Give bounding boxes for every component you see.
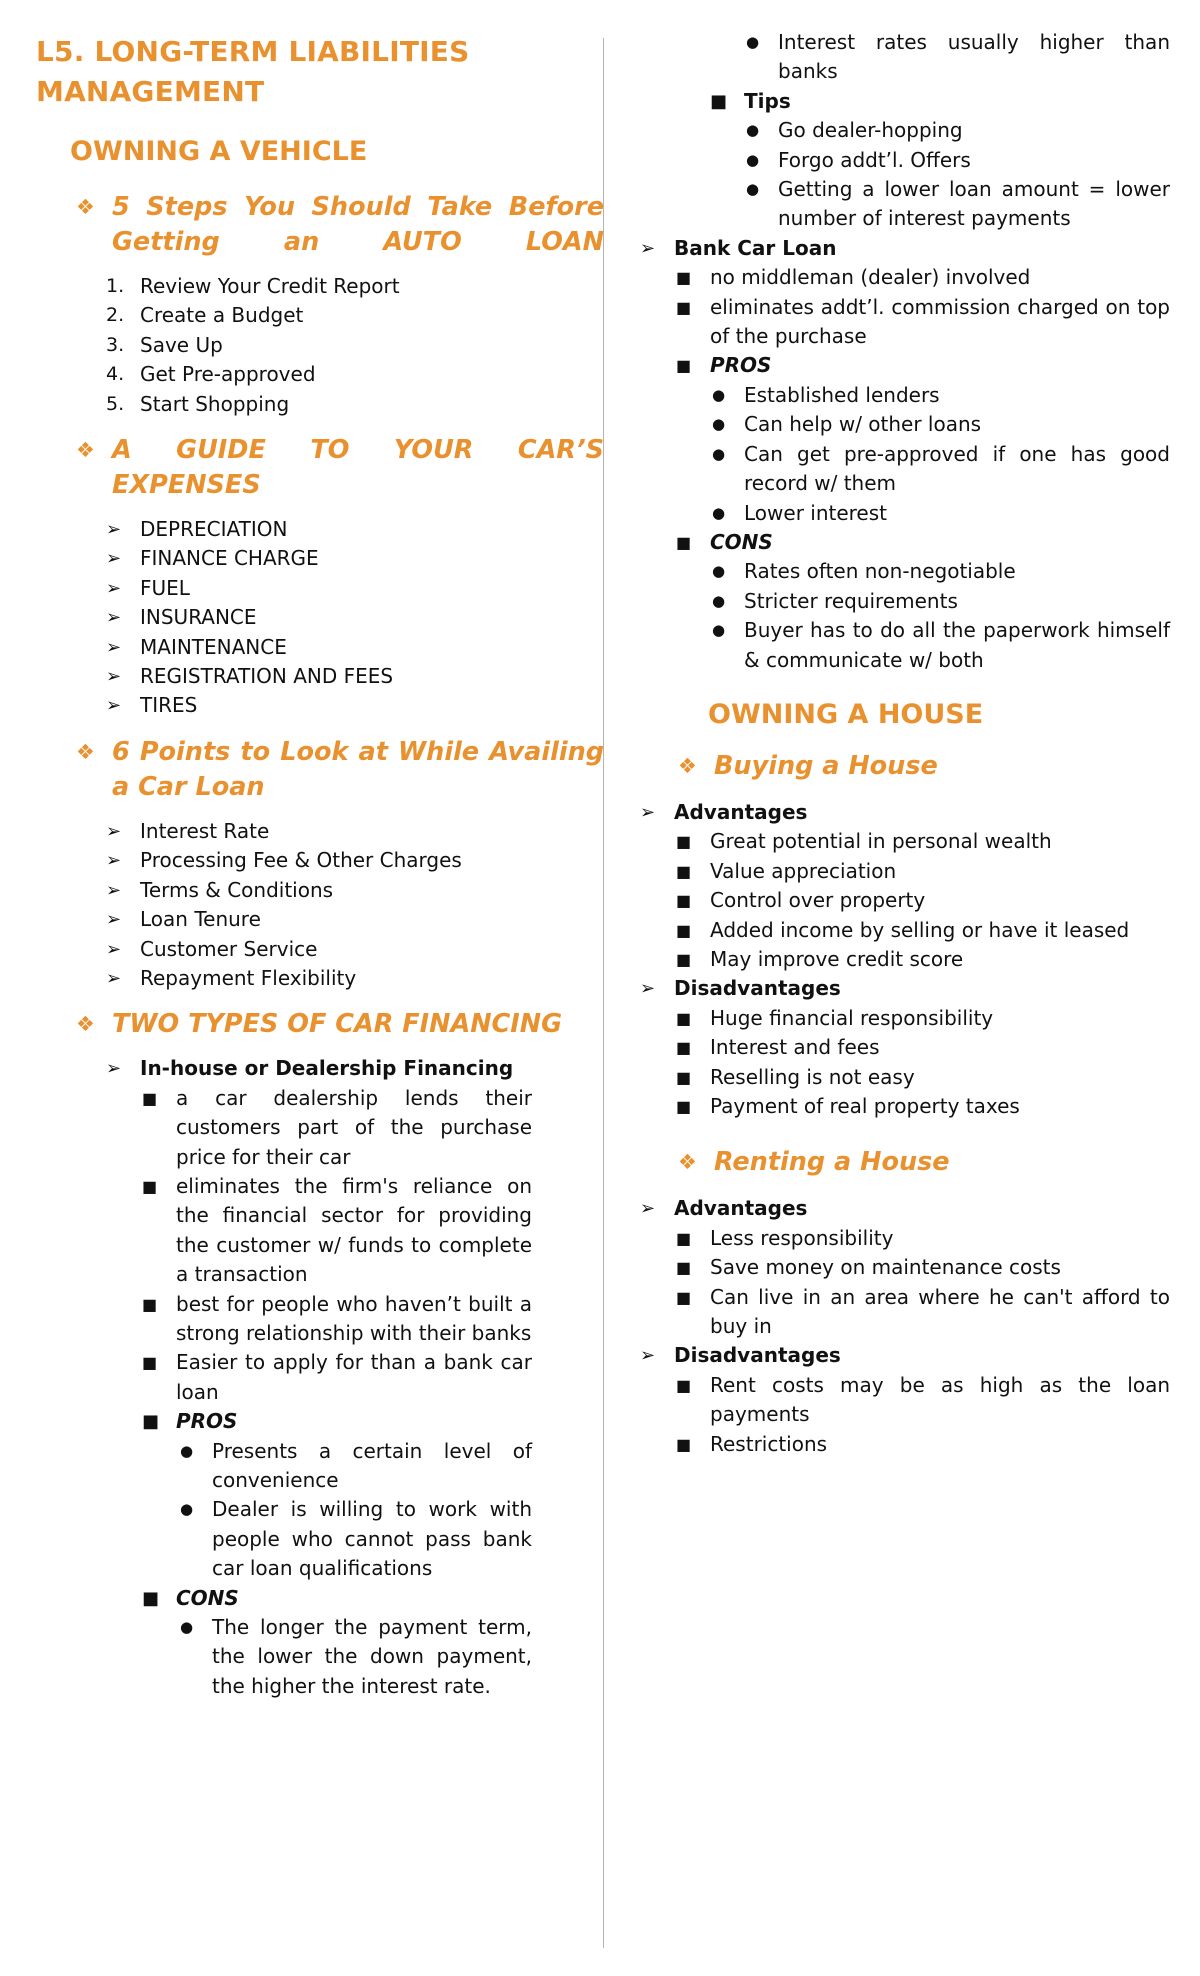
list-item bbox=[106, 574, 568, 603]
list-item bbox=[106, 846, 568, 875]
item-text: FINANCE CHARGE bbox=[140, 546, 319, 571]
bank-label bbox=[640, 234, 1170, 263]
list-item bbox=[106, 905, 568, 934]
item-text: MAINTENANCE bbox=[140, 634, 287, 659]
square-bullet-icon: ■ bbox=[142, 1088, 158, 1108]
bank-label-text: Bank Car Loan bbox=[674, 235, 837, 260]
four-diamond-icon: ❖ bbox=[76, 739, 95, 764]
inhouse-pros-list bbox=[178, 1437, 532, 1584]
tips-label-text: Tips bbox=[744, 88, 791, 113]
list-item bbox=[676, 263, 1170, 292]
page-title-line-1: L5. LONG-TERM LIABILITIES bbox=[36, 35, 470, 68]
inhouse-cons-label bbox=[142, 1584, 532, 1613]
item-text: Terms & Conditions bbox=[140, 877, 334, 902]
square-bullet-icon: ■ bbox=[676, 297, 692, 317]
renting-dis-label bbox=[640, 1341, 1170, 1370]
item-text: Control over property bbox=[710, 888, 926, 913]
item-text: Can live in an area where he can't afford to buy in bbox=[710, 1284, 1170, 1339]
left-column bbox=[36, 32, 604, 1701]
inhouse-items bbox=[142, 1084, 532, 1702]
round-bullet-icon: ● bbox=[180, 1618, 194, 1637]
square-bullet-icon: ■ bbox=[142, 1587, 160, 1609]
list-item bbox=[106, 544, 568, 573]
item-text: Getting a lower loan amount = lower number of interest payments bbox=[778, 177, 1170, 231]
item-text: Buyer has to do all the paperwork himself & communicate w/ both bbox=[744, 618, 1170, 672]
inhouse-label-text: In-house or Dealership Financing bbox=[140, 1056, 514, 1081]
inhouse-block bbox=[106, 1054, 568, 1701]
arrowhead-icon: ➢ bbox=[106, 607, 122, 629]
square-bullet-icon: ■ bbox=[142, 1353, 158, 1373]
list-item bbox=[710, 587, 1170, 616]
list-item bbox=[676, 945, 1170, 974]
expenses-list bbox=[106, 515, 568, 721]
square-bullet-icon: ■ bbox=[676, 1434, 692, 1454]
subheading-renting-text: Renting a House bbox=[714, 1147, 950, 1178]
cons-label-text: CONS bbox=[710, 529, 773, 554]
item-text: Presents a certain level of convenience bbox=[212, 1438, 532, 1492]
section-heading-house: OWNING A HOUSE bbox=[708, 698, 984, 730]
subheading-steps-text: 5 Steps You Should Take Before Getting an AUTO LOAN bbox=[112, 192, 604, 257]
buying-block bbox=[640, 798, 1170, 1121]
list-item bbox=[676, 1283, 1170, 1342]
item-text: Interest and fees bbox=[710, 1035, 880, 1060]
list-item bbox=[744, 28, 1170, 87]
item-text: Start Shopping bbox=[140, 391, 290, 416]
points-list bbox=[106, 817, 568, 993]
square-bullet-icon: ■ bbox=[676, 1258, 692, 1278]
square-bullet-icon: ■ bbox=[676, 356, 692, 376]
arrowhead-icon: ➢ bbox=[106, 820, 122, 842]
inhouse-label bbox=[106, 1054, 568, 1083]
renting-adv-list bbox=[676, 1224, 1170, 1342]
round-bullet-icon: ● bbox=[712, 503, 726, 522]
arrowhead-icon: ➢ bbox=[640, 978, 656, 1000]
item-text: Value appreciation bbox=[710, 858, 897, 883]
adv-label-text: Advantages bbox=[674, 1196, 808, 1221]
item-text: Loan Tenure bbox=[140, 907, 261, 932]
list-item bbox=[106, 390, 568, 419]
page-title-line-2: MANAGEMENT bbox=[36, 75, 265, 108]
round-bullet-icon: ● bbox=[712, 385, 726, 404]
right-column bbox=[640, 28, 1170, 1459]
list-item bbox=[106, 935, 568, 964]
adv-label-text: Advantages bbox=[674, 799, 808, 824]
round-bullet-icon: ● bbox=[712, 591, 726, 610]
inhouse-cons-group bbox=[142, 1613, 532, 1701]
four-diamond-icon: ❖ bbox=[76, 195, 95, 219]
list-item bbox=[142, 1348, 532, 1407]
item-text: Can help w/ other loans bbox=[744, 412, 982, 437]
item-text: Established lenders bbox=[744, 382, 940, 407]
inhouse-cons-list bbox=[178, 1613, 532, 1701]
arrowhead-icon: ➢ bbox=[106, 1058, 122, 1080]
list-item bbox=[710, 557, 1170, 586]
square-bullet-icon: ■ bbox=[676, 1287, 692, 1307]
list-item bbox=[142, 1084, 532, 1172]
list-item bbox=[106, 331, 568, 360]
buying-dis-label bbox=[640, 974, 1170, 1003]
bank-pros-list bbox=[710, 381, 1170, 528]
tips-list bbox=[744, 116, 1170, 234]
buying-adv-list bbox=[676, 827, 1170, 974]
steps-list bbox=[106, 272, 568, 419]
list-item bbox=[676, 1224, 1170, 1253]
square-bullet-icon: ■ bbox=[142, 1294, 158, 1314]
square-bullet-icon: ■ bbox=[676, 1375, 692, 1395]
item-text: Stricter requirements bbox=[744, 588, 958, 613]
item-text: Customer Service bbox=[140, 936, 318, 961]
item-text: no middleman (dealer) involved bbox=[710, 265, 1031, 290]
list-item bbox=[676, 827, 1170, 856]
item-text: Rates often non-negotiable bbox=[744, 559, 1016, 584]
item-text: Save money on maintenance costs bbox=[710, 1255, 1061, 1280]
round-bullet-icon: ● bbox=[746, 121, 760, 140]
arrowhead-icon: ➢ bbox=[106, 519, 122, 541]
pros-label-text: PROS bbox=[710, 353, 772, 378]
subheading-renting bbox=[678, 1145, 1200, 1180]
renting-adv-label bbox=[640, 1194, 1170, 1223]
round-bullet-icon: ● bbox=[746, 150, 760, 169]
list-item bbox=[676, 1004, 1170, 1033]
bank-items bbox=[676, 263, 1170, 675]
round-bullet-icon: ● bbox=[712, 444, 726, 463]
buying-adv-label bbox=[640, 798, 1170, 827]
subheading-expenses bbox=[76, 433, 604, 503]
list-item bbox=[142, 1172, 532, 1290]
square-bullet-icon: ■ bbox=[676, 1067, 692, 1087]
list-item bbox=[676, 916, 1170, 945]
list-item bbox=[710, 410, 1170, 439]
pros-label-text: PROS bbox=[176, 1409, 238, 1434]
square-bullet-icon: ■ bbox=[676, 891, 692, 911]
arrowhead-icon: ➢ bbox=[106, 666, 122, 688]
four-diamond-icon: ❖ bbox=[678, 753, 697, 778]
arrowhead-icon: ➢ bbox=[106, 548, 122, 570]
arrowhead-icon: ➢ bbox=[106, 909, 122, 931]
square-bullet-icon: ■ bbox=[676, 1228, 692, 1248]
list-item bbox=[106, 360, 568, 389]
item-text: Get Pre-approved bbox=[140, 362, 316, 387]
item-text: Great potential in personal wealth bbox=[710, 829, 1052, 854]
column-divider bbox=[603, 38, 604, 1948]
subheading-buying-text: Buying a House bbox=[714, 750, 938, 781]
list-item bbox=[676, 857, 1170, 886]
item-text: Less responsibility bbox=[710, 1225, 894, 1250]
list-number: 4. bbox=[106, 363, 125, 386]
subheading-points bbox=[76, 735, 604, 805]
inhouse-cons-continued bbox=[744, 28, 1170, 87]
item-text: Dealer is willing to work with people who cannot pass bank car loan qualifications bbox=[212, 1497, 532, 1581]
item-text: best for people who haven’t built a strong relationship with their banks bbox=[176, 1291, 532, 1345]
item-text: Go dealer-hopping bbox=[778, 118, 963, 143]
renting-dis-list bbox=[676, 1371, 1170, 1459]
arrowhead-icon: ➢ bbox=[106, 879, 122, 901]
subheading-financing bbox=[76, 1007, 604, 1042]
list-item bbox=[744, 116, 1170, 145]
page-title bbox=[36, 32, 568, 112]
item-text: Rent costs may be as high as the loan payments bbox=[710, 1372, 1170, 1427]
list-number: 3. bbox=[106, 333, 125, 356]
list-item bbox=[178, 1495, 532, 1583]
list-item bbox=[106, 603, 568, 632]
four-diamond-icon: ❖ bbox=[76, 438, 95, 463]
arrowhead-icon: ➢ bbox=[106, 938, 122, 960]
list-item bbox=[676, 1092, 1170, 1121]
item-text: a car dealership lends their customers part of the purchase price for their car bbox=[176, 1085, 532, 1169]
four-diamond-icon: ❖ bbox=[76, 1012, 95, 1037]
bank-pros-group bbox=[676, 381, 1170, 528]
item-text: INSURANCE bbox=[140, 605, 257, 630]
list-item bbox=[710, 499, 1170, 528]
arrowhead-icon: ➢ bbox=[106, 577, 122, 599]
item-text: REGISTRATION AND FEES bbox=[140, 664, 394, 689]
list-item bbox=[106, 662, 568, 691]
list-item bbox=[744, 146, 1170, 175]
square-bullet-icon: ■ bbox=[676, 532, 692, 552]
item-text: eliminates addt’l. commission charged on top of the purchase bbox=[710, 294, 1170, 349]
list-item bbox=[106, 272, 568, 301]
four-diamond-icon: ❖ bbox=[678, 1150, 697, 1175]
list-number: 5. bbox=[106, 392, 125, 415]
list-item bbox=[106, 817, 568, 846]
item-text: DEPRECIATION bbox=[140, 517, 288, 542]
item-text: Easier to apply for than a bank car loan bbox=[176, 1350, 532, 1404]
item-text: Reselling is not easy bbox=[710, 1064, 915, 1089]
list-item bbox=[710, 381, 1170, 410]
item-text: Save Up bbox=[140, 332, 223, 357]
list-item bbox=[142, 1290, 532, 1349]
arrowhead-icon: ➢ bbox=[106, 695, 122, 717]
item-text: The longer the payment term, the lower the down payment, the higher the interest rate. bbox=[212, 1615, 532, 1698]
list-item bbox=[676, 1430, 1170, 1459]
item-text: May improve credit score bbox=[710, 946, 964, 971]
square-bullet-icon: ■ bbox=[676, 1097, 692, 1116]
square-bullet-icon: ■ bbox=[676, 1038, 692, 1058]
list-item bbox=[676, 1253, 1170, 1282]
item-text: Repayment Flexibility bbox=[140, 965, 357, 990]
list-item bbox=[106, 964, 568, 993]
item-text: Payment of real property taxes bbox=[710, 1094, 1020, 1118]
list-item bbox=[676, 293, 1170, 352]
bank-cons-list bbox=[710, 557, 1170, 675]
square-bullet-icon: ■ bbox=[676, 920, 692, 940]
subheading-steps bbox=[76, 190, 604, 260]
square-bullet-icon: ■ bbox=[676, 268, 692, 288]
list-number: 1. bbox=[106, 275, 125, 297]
item-text: Restrictions bbox=[710, 1431, 828, 1456]
subheading-buying bbox=[678, 749, 1200, 784]
round-bullet-icon: ● bbox=[746, 180, 760, 199]
arrowhead-icon: ➢ bbox=[640, 1345, 656, 1367]
square-bullet-icon: ■ bbox=[142, 1411, 160, 1433]
cons-label-text: CONS bbox=[176, 1585, 239, 1610]
bank-pros-label bbox=[676, 351, 1170, 380]
item-text: eliminates the firm's reliance on the financial sector for providing the customer w/ funds to complete a transaction bbox=[176, 1173, 532, 1287]
square-bullet-icon: ■ bbox=[676, 861, 692, 881]
round-bullet-icon: ● bbox=[180, 1500, 194, 1519]
item-text: Interest rates usually higher than banks bbox=[778, 30, 1170, 84]
round-bullet-icon: ● bbox=[746, 33, 760, 51]
inhouse-pros-label bbox=[142, 1407, 532, 1436]
buying-dis-list bbox=[676, 1004, 1170, 1122]
list-item bbox=[744, 175, 1170, 234]
list-item bbox=[106, 691, 568, 720]
list-item bbox=[710, 440, 1170, 499]
item-text: Create a Budget bbox=[140, 303, 304, 328]
arrowhead-icon: ➢ bbox=[640, 237, 656, 259]
bank-cons-label bbox=[676, 528, 1170, 557]
list-item bbox=[178, 1613, 532, 1701]
item-text: Lower interest bbox=[744, 500, 887, 525]
list-number: 2. bbox=[106, 304, 125, 327]
subheading-points-text: 6 Points to Look at While Availing a Car Loan bbox=[112, 736, 604, 802]
inhouse-pros-group bbox=[142, 1437, 532, 1584]
tips-group bbox=[710, 116, 1170, 234]
list-item bbox=[106, 876, 568, 905]
item-text: Can get pre-approved if one has good record w/ them bbox=[744, 441, 1170, 496]
round-bullet-icon: ● bbox=[712, 621, 726, 640]
list-item bbox=[710, 616, 1170, 675]
square-bullet-icon: ■ bbox=[676, 832, 692, 852]
square-bullet-icon: ■ bbox=[142, 1176, 158, 1196]
square-bullet-icon: ■ bbox=[676, 949, 692, 969]
arrowhead-icon: ➢ bbox=[106, 850, 122, 872]
dis-label-text: Disadvantages bbox=[674, 976, 841, 1001]
subheading-financing-text: TWO TYPES OF CAR FINANCING bbox=[112, 1009, 563, 1040]
item-text: Forgo addt’l. Offers bbox=[778, 147, 971, 172]
round-bullet-icon: ● bbox=[712, 562, 726, 581]
tips-block bbox=[710, 87, 1170, 234]
item-text: Added income by selling or have it leased bbox=[710, 917, 1130, 942]
list-item bbox=[676, 1371, 1170, 1430]
arrowhead-icon: ➢ bbox=[640, 1198, 656, 1220]
item-text: Review Your Credit Report bbox=[140, 274, 400, 298]
list-item bbox=[106, 301, 568, 330]
round-bullet-icon: ● bbox=[180, 1441, 194, 1460]
bank-block bbox=[640, 234, 1170, 675]
tips-label bbox=[710, 87, 1170, 116]
round-bullet-icon: ● bbox=[712, 415, 726, 434]
dis-label-text: Disadvantages bbox=[674, 1343, 841, 1368]
bank-cons-group bbox=[676, 557, 1170, 675]
square-bullet-icon: ■ bbox=[676, 1008, 692, 1028]
arrowhead-icon: ➢ bbox=[106, 967, 122, 989]
item-text: FUEL bbox=[140, 575, 190, 600]
list-item bbox=[676, 1063, 1170, 1092]
list-item bbox=[178, 1437, 532, 1496]
item-text: Huge financial responsibility bbox=[710, 1005, 994, 1030]
list-item bbox=[676, 1033, 1170, 1062]
arrowhead-icon: ➢ bbox=[640, 801, 656, 823]
section-heading-vehicle: OWNING A VEHICLE bbox=[70, 136, 368, 167]
list-item bbox=[676, 886, 1170, 915]
list-item bbox=[106, 515, 568, 544]
item-text: TIRES bbox=[140, 693, 198, 718]
subheading-expenses-text: A GUIDE TO YOUR CAR’S EXPENSES bbox=[112, 435, 604, 501]
renting-block bbox=[640, 1194, 1170, 1459]
item-text: Processing Fee & Other Charges bbox=[140, 848, 462, 873]
list-item bbox=[106, 633, 568, 662]
item-text: Interest Rate bbox=[140, 818, 270, 843]
square-bullet-icon: ■ bbox=[710, 90, 728, 112]
arrowhead-icon: ➢ bbox=[106, 636, 122, 658]
